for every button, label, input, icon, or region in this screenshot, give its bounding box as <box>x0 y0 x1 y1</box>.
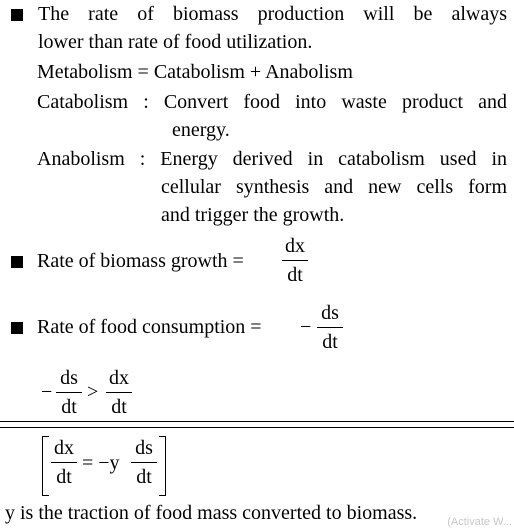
fraction-bar <box>317 327 343 328</box>
consumption-fraction <box>317 301 343 354</box>
fraction-bar <box>106 392 132 393</box>
inequality-denominator-left: dt <box>61 396 77 419</box>
right-bracket <box>159 436 166 496</box>
metabolism-equation: Metabolism = Catabolism + Anabolism <box>37 61 353 83</box>
growth-denominator: dt <box>287 264 303 287</box>
watermark: (Activate W... <box>447 516 512 528</box>
inequality-denominator-right: dt <box>111 396 127 419</box>
inequality-minus: − <box>41 381 53 403</box>
anabolism-line1: Anabolism : Energy derived in catabolism used in <box>37 148 507 170</box>
anabolism-line2: cellular synthesis and new cells form <box>161 176 507 198</box>
fraction-bar <box>56 392 82 393</box>
bullet-square-icon <box>11 256 23 268</box>
growth-label: Rate of biomass growth = <box>37 250 244 272</box>
anabolism-line3: and trigger the growth. <box>161 204 345 226</box>
left-bracket <box>42 436 49 496</box>
consumption-denominator: dt <box>322 331 338 354</box>
growth-numerator: dx <box>285 235 305 257</box>
inequality-numerator-right: dx <box>109 367 129 389</box>
footer-text: y is the traction of food mass converted to biomass. <box>5 502 418 524</box>
inequality-numerator-left: ds <box>60 367 78 389</box>
bullet1-line1: The rate of biomass production will be always <box>38 3 507 25</box>
fraction-bar <box>131 462 157 463</box>
bullet-square-icon <box>11 9 23 21</box>
yield-equals: = −y <box>82 452 120 474</box>
inequality-operator: > <box>87 381 99 403</box>
catabolism-line2: energy. <box>172 119 230 141</box>
separator-line <box>0 421 514 422</box>
inequality-fraction-left <box>56 366 82 419</box>
consumption-label: Rate of food consumption = <box>37 316 262 338</box>
consumption-minus: − <box>300 316 312 338</box>
yield-numerator-right: ds <box>135 437 153 459</box>
bullet-square-icon <box>11 322 23 334</box>
yield-numerator-left: dx <box>54 437 74 459</box>
separator-line <box>0 427 514 428</box>
inequality-fraction-right <box>106 366 132 419</box>
yield-denominator-right: dt <box>136 466 152 489</box>
growth-fraction <box>282 234 308 287</box>
yield-fraction-right <box>131 436 157 489</box>
yield-fraction-left <box>51 436 77 489</box>
yield-denominator-left: dt <box>56 466 72 489</box>
consumption-numerator: ds <box>321 302 339 324</box>
fraction-bar <box>282 260 308 261</box>
bullet1-line2: lower than rate of food utilization. <box>38 31 313 53</box>
catabolism-line1: Catabolism : Convert food into waste product and <box>37 91 507 113</box>
fraction-bar <box>51 462 77 463</box>
